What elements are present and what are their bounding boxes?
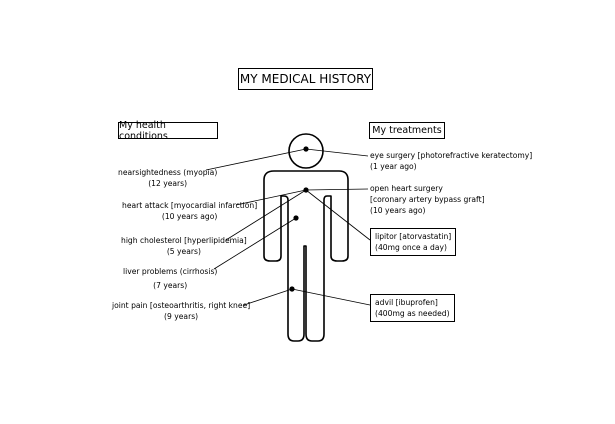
condition-name: joint pain [osteoarthritis, right knee] [112, 301, 251, 310]
treatment-line: advil [ibuprofen] [375, 298, 438, 307]
condition-myopia [118, 167, 217, 189]
treatment-line: open heart surgery [370, 184, 443, 193]
human-figure [264, 134, 348, 341]
condition-duration: (7 years) [153, 281, 188, 290]
treatment-line: (40mg once a day) [375, 243, 447, 252]
treatment-heart-surgery [370, 183, 485, 216]
condition-duration: (5 years) [166, 247, 201, 256]
condition-duration: (9 years) [164, 312, 199, 321]
connector-joint [244, 289, 292, 305]
connector-heart-surgery [306, 189, 368, 190]
condition-heart-attack [122, 200, 257, 222]
treatment-line: [coronary artery bypass graft] [370, 195, 485, 204]
treatment-line: lipitor [atorvastatin] [375, 232, 452, 241]
condition-name: high cholesterol [hyperlipidemia] [121, 236, 247, 245]
condition-duration: (10 years ago) [161, 212, 218, 221]
treatment-line: (1 year ago) [370, 162, 417, 171]
condition-name: heart attack [myocardial infarction] [122, 201, 258, 210]
treatment-line: (400mg as needed) [375, 309, 450, 318]
treatment-line: (10 years ago) [370, 206, 426, 215]
condition-connectors [206, 149, 306, 305]
condition-liver [123, 266, 217, 291]
dot-heart [303, 187, 308, 192]
treatment-line: eye surgery [photorefractive keratectomy] [370, 151, 533, 160]
connector-eye-surgery [306, 149, 368, 156]
condition-name: liver problems (cirrhosis) [123, 267, 218, 276]
dot-eye [303, 146, 308, 151]
treatments-heading: My treatments [369, 122, 445, 139]
condition-joint-pain [112, 300, 250, 322]
treatment-eye-surgery [370, 150, 532, 172]
treatment-advil [370, 294, 455, 322]
condition-duration: (12 years) [148, 179, 188, 188]
connector-lipitor [306, 190, 370, 240]
condition-cholesterol [121, 235, 247, 257]
dot-liver [293, 215, 298, 220]
treatment-lipitor [370, 228, 456, 256]
conditions-heading: My health conditions [118, 122, 218, 139]
condition-name: nearsightedness (myopia) [118, 168, 218, 177]
dot-knee [289, 286, 294, 291]
page-title: MY MEDICAL HISTORY [238, 68, 373, 90]
